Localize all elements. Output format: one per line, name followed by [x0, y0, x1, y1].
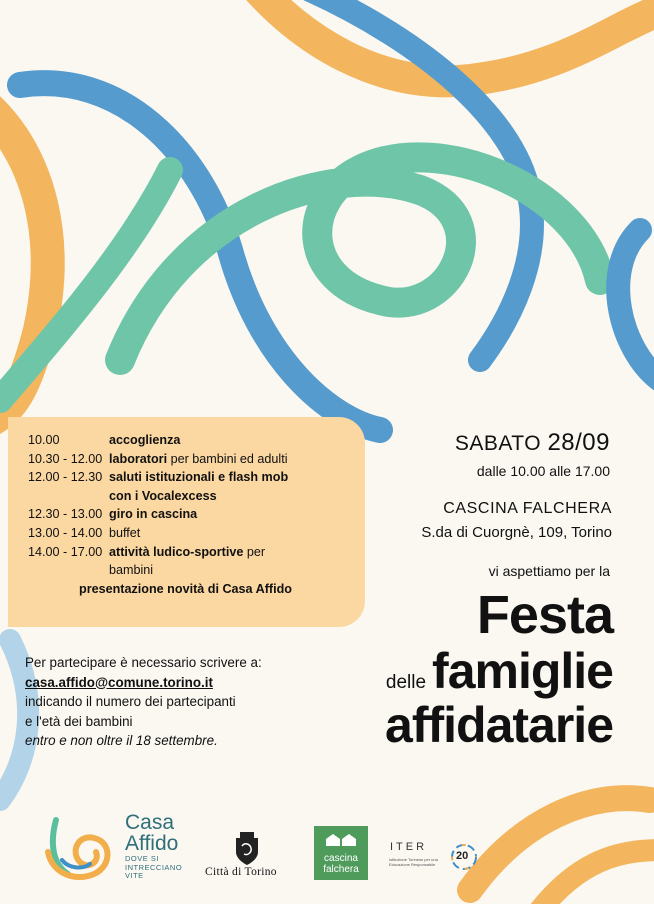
- program-time: 12.00 - 12.30: [28, 470, 103, 485]
- event-hours: dalle 10.00 alle 17.00: [476, 463, 610, 479]
- house-icon: [325, 833, 357, 847]
- program-time: 10.30 - 12.00: [28, 451, 103, 466]
- info-deadline: entro e non oltre il 18 settembre.: [25, 733, 218, 748]
- event-day: SABATO: [454, 432, 542, 455]
- program-time: 13.00 - 14.00: [28, 525, 103, 540]
- orange-swirl-corner: [540, 850, 654, 904]
- torino-logo-text: Città di Torino: [205, 866, 277, 878]
- registration-info: [25, 653, 262, 751]
- program-activity: saluti istituzionali e flash mob: [109, 470, 289, 485]
- iter-logo-text: ITER: [390, 841, 428, 853]
- iter-logo-subtitle: Istituzione Torinese per una Educazione Responsabile: [389, 857, 438, 867]
- email-link[interactable]: casa.affido@comune.torino.it: [25, 674, 213, 690]
- program-activity: attività ludico-sportive: [109, 544, 244, 559]
- cascina-falchera-logo: cascina falchera: [314, 826, 368, 880]
- event-title-line1: Festa: [476, 585, 613, 645]
- program-time: 10.00: [28, 433, 60, 447]
- info-line: indicando il numero dei partecipanti: [25, 694, 236, 709]
- event-invite: vi aspettiamo per la: [488, 563, 610, 579]
- program-activity: giro in cascina: [109, 507, 198, 522]
- program-row: [28, 468, 355, 487]
- casa-affido-tagline: DOVE SI INTRECCIANO VITE: [125, 854, 183, 880]
- program-activity-rest: buffet: [109, 525, 141, 540]
- program-activity: laboratori: [109, 451, 168, 466]
- event-venue: CASCINA FALCHERA: [443, 500, 612, 517]
- program-time: 12.30 - 13.00: [28, 507, 103, 522]
- event-title-small: delle: [385, 672, 427, 693]
- blue-swirl-far-right: [618, 230, 654, 380]
- program-row: [28, 543, 355, 562]
- program-activity-rest: per: [243, 544, 266, 559]
- program-time: 14.00 - 17.00: [28, 544, 103, 559]
- program-continuation: con i Vocalexcess: [109, 488, 217, 503]
- event-date: 28/09: [547, 429, 610, 456]
- blue-swirl-faded: [0, 640, 28, 800]
- info-line: e l'età dei bambini: [25, 713, 133, 729]
- event-when: [455, 430, 610, 479]
- info-line: Per partecipare è necessario scrivere a:: [25, 655, 262, 670]
- program-extra: presentazione novità di Casa Affido: [79, 581, 292, 596]
- event-title-line3: affidatarie: [385, 697, 613, 753]
- program-row: [28, 524, 355, 543]
- event-title-line2: delle famiglie: [385, 643, 613, 699]
- event-where: [421, 500, 612, 541]
- casa-affido-name: Casa Affido: [125, 811, 179, 855]
- torino-crest-icon: [232, 832, 262, 866]
- program-continuation: bambini: [109, 563, 154, 578]
- event-address: S.da di Cuorgnè, 109, Torino: [421, 524, 612, 541]
- program-row: [28, 450, 355, 469]
- program-activity: accoglienza: [109, 433, 181, 447]
- program-activity-rest: per bambini ed adulti: [167, 451, 288, 466]
- program-row: [28, 431, 355, 450]
- iter-anniversary-number: 20: [456, 850, 469, 862]
- casa-affido-logo-icon: [42, 812, 118, 884]
- program-row: [28, 505, 355, 524]
- program-panel: [8, 417, 365, 627]
